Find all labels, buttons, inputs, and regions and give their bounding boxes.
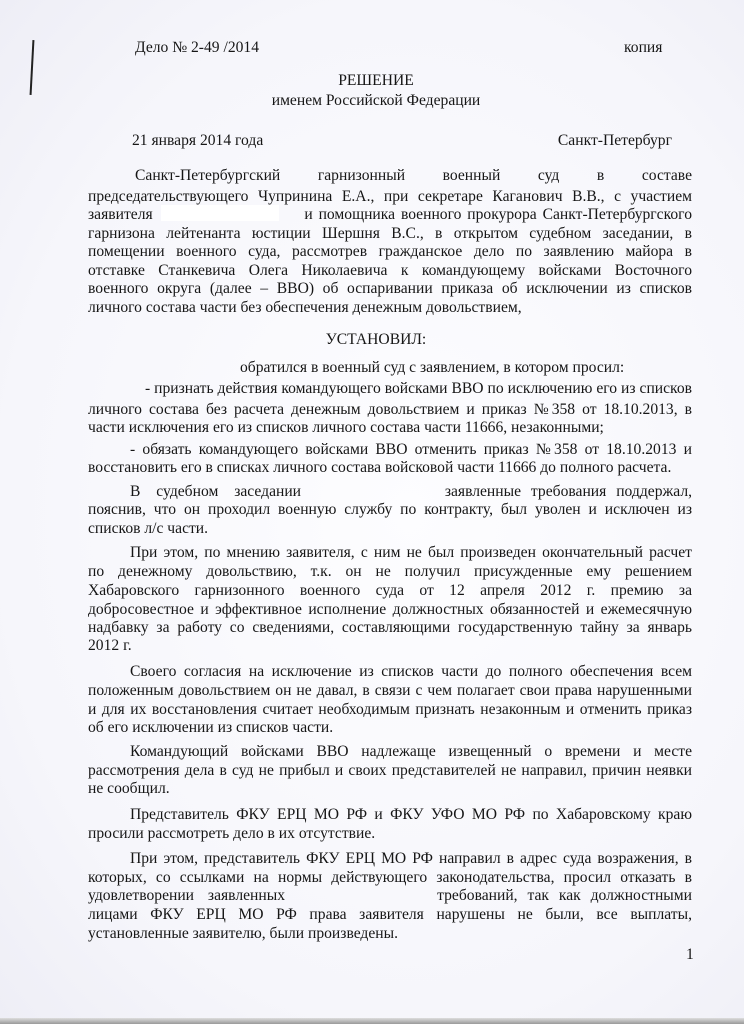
body-line-part: заявленные требования поддержал,: [444, 483, 692, 500]
body-line: Хабаровского гарнизонного военного суда от 12 апреля 2012 г. премию за: [88, 582, 692, 599]
document-subtitle: именем Российской Федерации: [271, 92, 481, 109]
intro-line: гарнизона лейтенанта юстиции Шершня В.С., в открытом судебном заседании, в: [88, 225, 692, 242]
document-city: Санкт-Петербург: [557, 132, 672, 149]
body-line: не сообщил.: [88, 780, 170, 797]
intro-line: отставке Станкевича Олега Николаевича к командующему войсками Восточного: [88, 262, 692, 279]
body-line: просили рассмотреть дело в их отсутствие.: [88, 825, 376, 842]
intro-line: Санкт-Петербургский гарнизонный военный суд в составе: [135, 167, 692, 184]
body-line: установленные заявителю, были произведены.: [88, 925, 399, 942]
body-line: положенным довольствием он не давал, в связи с чем полагает свои права нарушенными: [88, 682, 692, 699]
intro-line: помещении военного суда, рассмотрев гражданское дело по заявлению майора в: [88, 243, 692, 260]
intro-line: [88, 205, 692, 225]
intro-line-part: и помощника военного прокурора Санкт-Петербургского: [304, 206, 692, 223]
intro-line-part: заявителя: [88, 206, 153, 223]
redacted-name: [161, 205, 279, 221]
intro-line: военного округа (далее – ВВО) об оспаривании приказа об исключении из списков: [88, 280, 692, 297]
body-line: Представитель ФКУ ЕРЦ МО РФ и ФКУ УФО МО РФ по Хабаровскому краю: [130, 806, 692, 823]
body-line: добросовестное и эффективное исполнение должностных обязанностей и ежемесячную: [88, 601, 692, 618]
body-line: по денежному довольствию, т.к. он не получил присужденные ему решением: [88, 563, 692, 580]
body-line: списков л/с части.: [88, 520, 209, 537]
body-line: лицами ФКУ ЕРЦ МО РФ права заявителя нарушены не были, все выплаты,: [88, 906, 692, 923]
body-line: 2012 г.: [88, 637, 132, 654]
intro-line: председательствующего Чупринина Е.А., при секретаре Каганович В.В., с участием: [88, 188, 692, 205]
page-bottom-edge: [0, 1018, 744, 1024]
body-line: надбавку за работу со сведениями, составляющими государственную тайну за январь: [88, 619, 692, 636]
body-line: об его исключении из списков части.: [88, 719, 334, 736]
body-line: Своего согласия на исключение из списков части до полного обеспечения всем: [130, 663, 692, 680]
document-date: 21 января 2014 года: [132, 132, 264, 149]
body-line-part: удовлетворении заявленных: [88, 887, 286, 904]
body-line: [130, 482, 692, 502]
body-line: [88, 886, 692, 906]
established-heading: УСТАНОВИЛ:: [325, 331, 427, 348]
body-line: рассмотрения дела в суд не прибыл и своих представителей не направил, причин неявки: [88, 762, 692, 779]
body-line: - признать действия командующего войсками ВВО по исключению его из списков: [145, 380, 692, 397]
body-line: восстановить его в списках личного состава войсковой части 11666 до полного расчета.: [88, 459, 672, 476]
body-line: Командующий войсками ВВО надлежаще извещенный о времени и месте: [130, 743, 692, 760]
body-line: При этом, представитель ФКУ ЕРЦ МО РФ направил в адрес суда возражения, в: [130, 850, 692, 867]
body-line: При этом, по мнению заявителя, с ним не был произведен окончательный расчет: [130, 544, 692, 561]
body-line: пояснив, что он проходил военную службу по контракту, был уволен и исключен из: [88, 501, 692, 518]
body-line: личного состава без расчета денежным довольствием и приказ №358 от 18.10.2013, в: [88, 401, 692, 418]
copy-mark: копия: [624, 39, 663, 56]
case-number: Дело № 2-49 /2014: [135, 39, 260, 56]
body-line: обратился в военный суд с заявлением, в котором просил:: [240, 359, 625, 376]
document-title: РЕШЕНИЕ: [338, 72, 414, 89]
body-line: которых, со ссылками на нормы действующего законодательства, просил отказать в: [88, 869, 692, 886]
body-line-part: В судебном заседании: [130, 483, 302, 500]
body-line: и для их восстановления считает необходимым признать незаконным и отменить приказ: [88, 701, 692, 718]
body-line-part: требований, так как должностными: [437, 887, 692, 904]
body-line: части исключения его из списков личного состава части 11666, незаконными;: [88, 419, 604, 436]
page-number: 1: [686, 946, 694, 963]
body-line: - обязать командующего войсками ВВО отменить приказ №358 от 18.10.2013 и: [130, 441, 692, 458]
intro-line: личного состава части без обеспечения денежным довольствием,: [88, 299, 522, 316]
